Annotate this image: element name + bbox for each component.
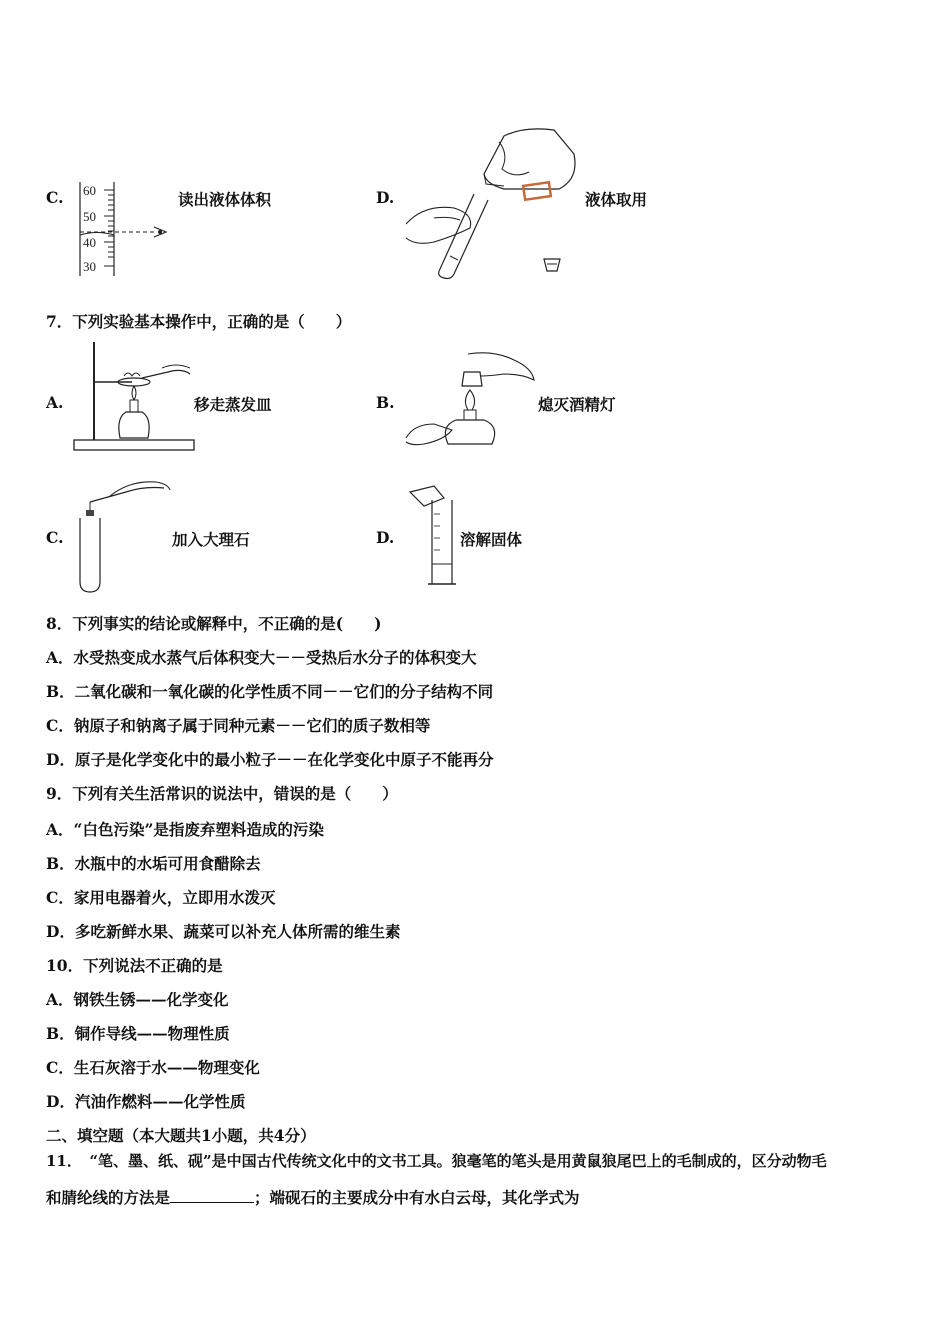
q8-option-d: D．原子是化学变化中的最小粒子－－在化学变化中原子不能再分 <box>46 750 494 769</box>
q7-option-c-letter: C. <box>46 528 64 547</box>
q6-option-d-label: 液体取用 <box>585 190 648 209</box>
q10-option-a: A．钢铁生锈——化学变化 <box>46 990 229 1009</box>
q7-option-b-label: 熄灭酒精灯 <box>538 395 616 414</box>
q10-option-c: C．生石灰溶于水——物理变化 <box>46 1058 260 1077</box>
q7-option-a-label: 移走蒸发皿 <box>194 395 272 414</box>
q8-option-c: C．钠原子和钠离子属于同种元素－－它们的质子数相等 <box>46 716 431 735</box>
q8-stem: 8．下列事实的结论或解释中，不正确的是( ) <box>46 614 382 633</box>
answer-blank[interactable] <box>170 1188 254 1203</box>
q6-option-c-letter: C. <box>46 188 64 207</box>
dissolving-solid-cylinder-figure <box>404 484 460 590</box>
q11-line-2-after: ；端砚石的主要成分中有水白云母，其化学式为 <box>254 1188 580 1207</box>
scale-label: 60 <box>83 183 96 198</box>
q9-option-b: B．水瓶中的水垢可用食醋除去 <box>46 854 261 873</box>
q10-option-d: D．汽油作燃料——化学性质 <box>46 1092 246 1111</box>
section-heading: 二、填空题（本大题共1小题，共4分） <box>46 1126 316 1145</box>
q7-option-d-letter: D. <box>376 528 395 547</box>
q11-line-1: 11． “笔、墨、纸、砚”是中国古代传统文化中的文书工具。狼毫笔的笔头是用黄鼠狼尾巴上的毛制成的，区分动物毛 <box>46 1152 827 1170</box>
q7-option-a-letter: A. <box>46 393 64 412</box>
q9-option-a: A．“白色污染”是指废弃塑料造成的污染 <box>46 820 324 839</box>
scale-label: 40 <box>83 235 96 250</box>
q11-line-2 <box>46 1186 580 1208</box>
q7-stem: 7．下列实验基本操作中，正确的是（ ） <box>46 312 352 331</box>
graduated-cylinder-reading-figure <box>74 180 184 280</box>
q8-option-a: A．水受热变成水蒸气后体积变大－－受热后水分子的体积变大 <box>46 648 477 667</box>
q7-option-d-label: 溶解固体 <box>460 530 523 549</box>
q7-option-b-letter: B. <box>376 393 395 412</box>
q6-option-c-label: 读出液体体积 <box>178 190 272 209</box>
q9-option-d: D．多吃新鲜水果、蔬菜可以补充人体所需的维生素 <box>46 922 401 941</box>
adding-marble-figure <box>74 478 172 594</box>
q9-stem: 9．下列有关生活常识的说法中，错误的是（ ） <box>46 784 398 803</box>
q10-option-b: B．铜作导线——物理性质 <box>46 1024 230 1043</box>
q6-option-d-letter: D. <box>376 188 395 207</box>
q7-option-c-label: 加入大理石 <box>172 530 250 549</box>
q8-option-b: B．二氧化碳和一氧化碳的化学性质不同－－它们的分子结构不同 <box>46 682 494 701</box>
scale-label: 50 <box>83 209 96 224</box>
q11-line-2-before: 和腈纶线的方法是 <box>46 1188 171 1207</box>
scale-label: 30 <box>83 259 96 274</box>
moving-evaporating-dish-figure <box>72 338 196 454</box>
extinguish-alcohol-lamp-figure <box>404 350 536 454</box>
lamp-cap-icon <box>462 372 482 386</box>
q10-stem: 10．下列说法不正确的是 <box>46 956 223 975</box>
q9-option-c: C．家用电器着火，立即用水泼灭 <box>46 888 276 907</box>
bottle-stopper-icon <box>544 259 560 271</box>
liquid-pouring-figure <box>404 124 582 282</box>
